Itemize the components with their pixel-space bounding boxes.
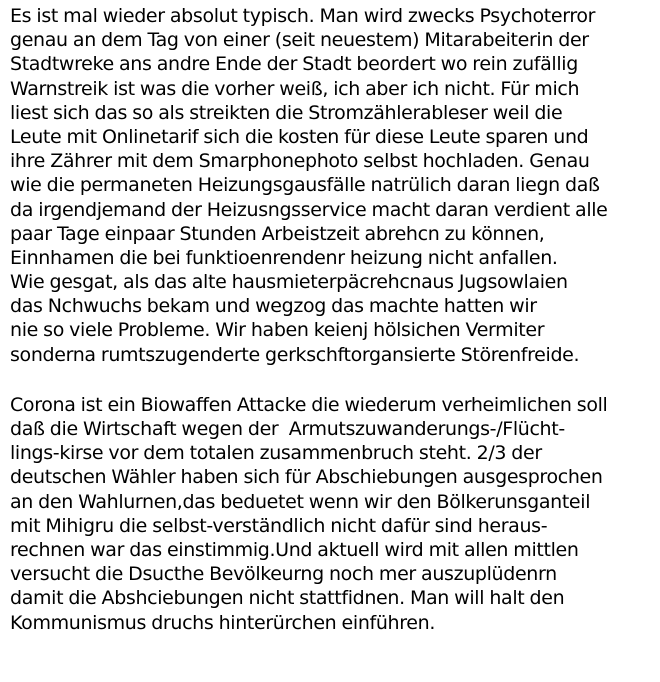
text-line: Corona ist ein Biowaffen Attacke die wiederum verheimlichen soll [10, 393, 608, 416]
text-line: Kommunismus druchs hinterürchen einführen. [10, 611, 436, 634]
text-line: deutschen Wähler haben sich für Abschiebungen ausgesprochen [10, 466, 603, 489]
text-line: da irgendjemand der Heizusngsservice macht daran verdient alle [10, 198, 608, 221]
text-line: liest sich das so als streikten die Stromzählerableser weil die [10, 101, 563, 124]
text-line: Leute mit Onlinetarif sich die kosten für diese Leute sparen und [10, 125, 589, 148]
text-line: sonderna rumtszugenderte gerkschftorgansierte Störenfreide. [10, 343, 580, 366]
text-line: Warnstreik ist was die vorher weiß, ich aber ich nicht. Für mich [10, 77, 580, 100]
paragraph-2 [10, 393, 658, 635]
text-line: lings-kirse vor dem totalen zusammenbruch steht. 2/3 der [10, 442, 542, 465]
text-line: damit die Abshciebungen nicht stattfidnen. Man will halt den [10, 587, 565, 610]
text-line: Wie gesgat, als das alte hausmieterpäcrehcnaus Jugsowlaien [10, 271, 568, 294]
text-line: nie so viele Probleme. Wir haben keienj hölsichen Vermiter [10, 319, 545, 342]
text-line: rechnen war das einstimmig.Und aktuell wird mit allen mittlen [10, 538, 579, 561]
text-line: genau an dem Tag von einer (seit neuestem) Mitarabeiterin der [10, 29, 589, 52]
text-line: das Nchwuchs bekam und wegzog das machte hatten wir [10, 295, 537, 318]
document-body [10, 4, 658, 635]
text-line: Stadtwreke ans andre Ende der Stadt beordert wo rein zufällig [10, 53, 578, 76]
text-line: ihre Zährer mit dem Smarphonephoto selbst hochladen. Genau [10, 150, 590, 173]
text-line: wie die permaneten Heizungsgausfälle natrülich daran liegn daß [10, 174, 600, 197]
text-line: Es ist mal wieder absolut typisch. Man wird zwecks Psychoterror [10, 5, 596, 27]
text-line: Einnhamen die bei funktioenrendenr heizung nicht anfallen. [10, 246, 558, 269]
text-line: versucht die Dsucthe Bevölkeurng noch mer auszuplüdenrn [10, 563, 557, 586]
text-line: paar Tage einpaar Stunden Arbeistzeit abrehcn zu können, [10, 222, 545, 245]
paragraph-gap [10, 367, 658, 393]
text-line: mit Mihigru die selbst-verständlich nicht dafür sind heraus- [10, 514, 548, 537]
text-line: daß die Wirtschaft wegen der Armutszuwanderungs-/Flücht- [10, 418, 565, 440]
paragraph-1 [10, 4, 658, 367]
text-line: an den Wahlurnen,das beduetet wenn wir den Bölkerunsganteil [10, 490, 591, 513]
